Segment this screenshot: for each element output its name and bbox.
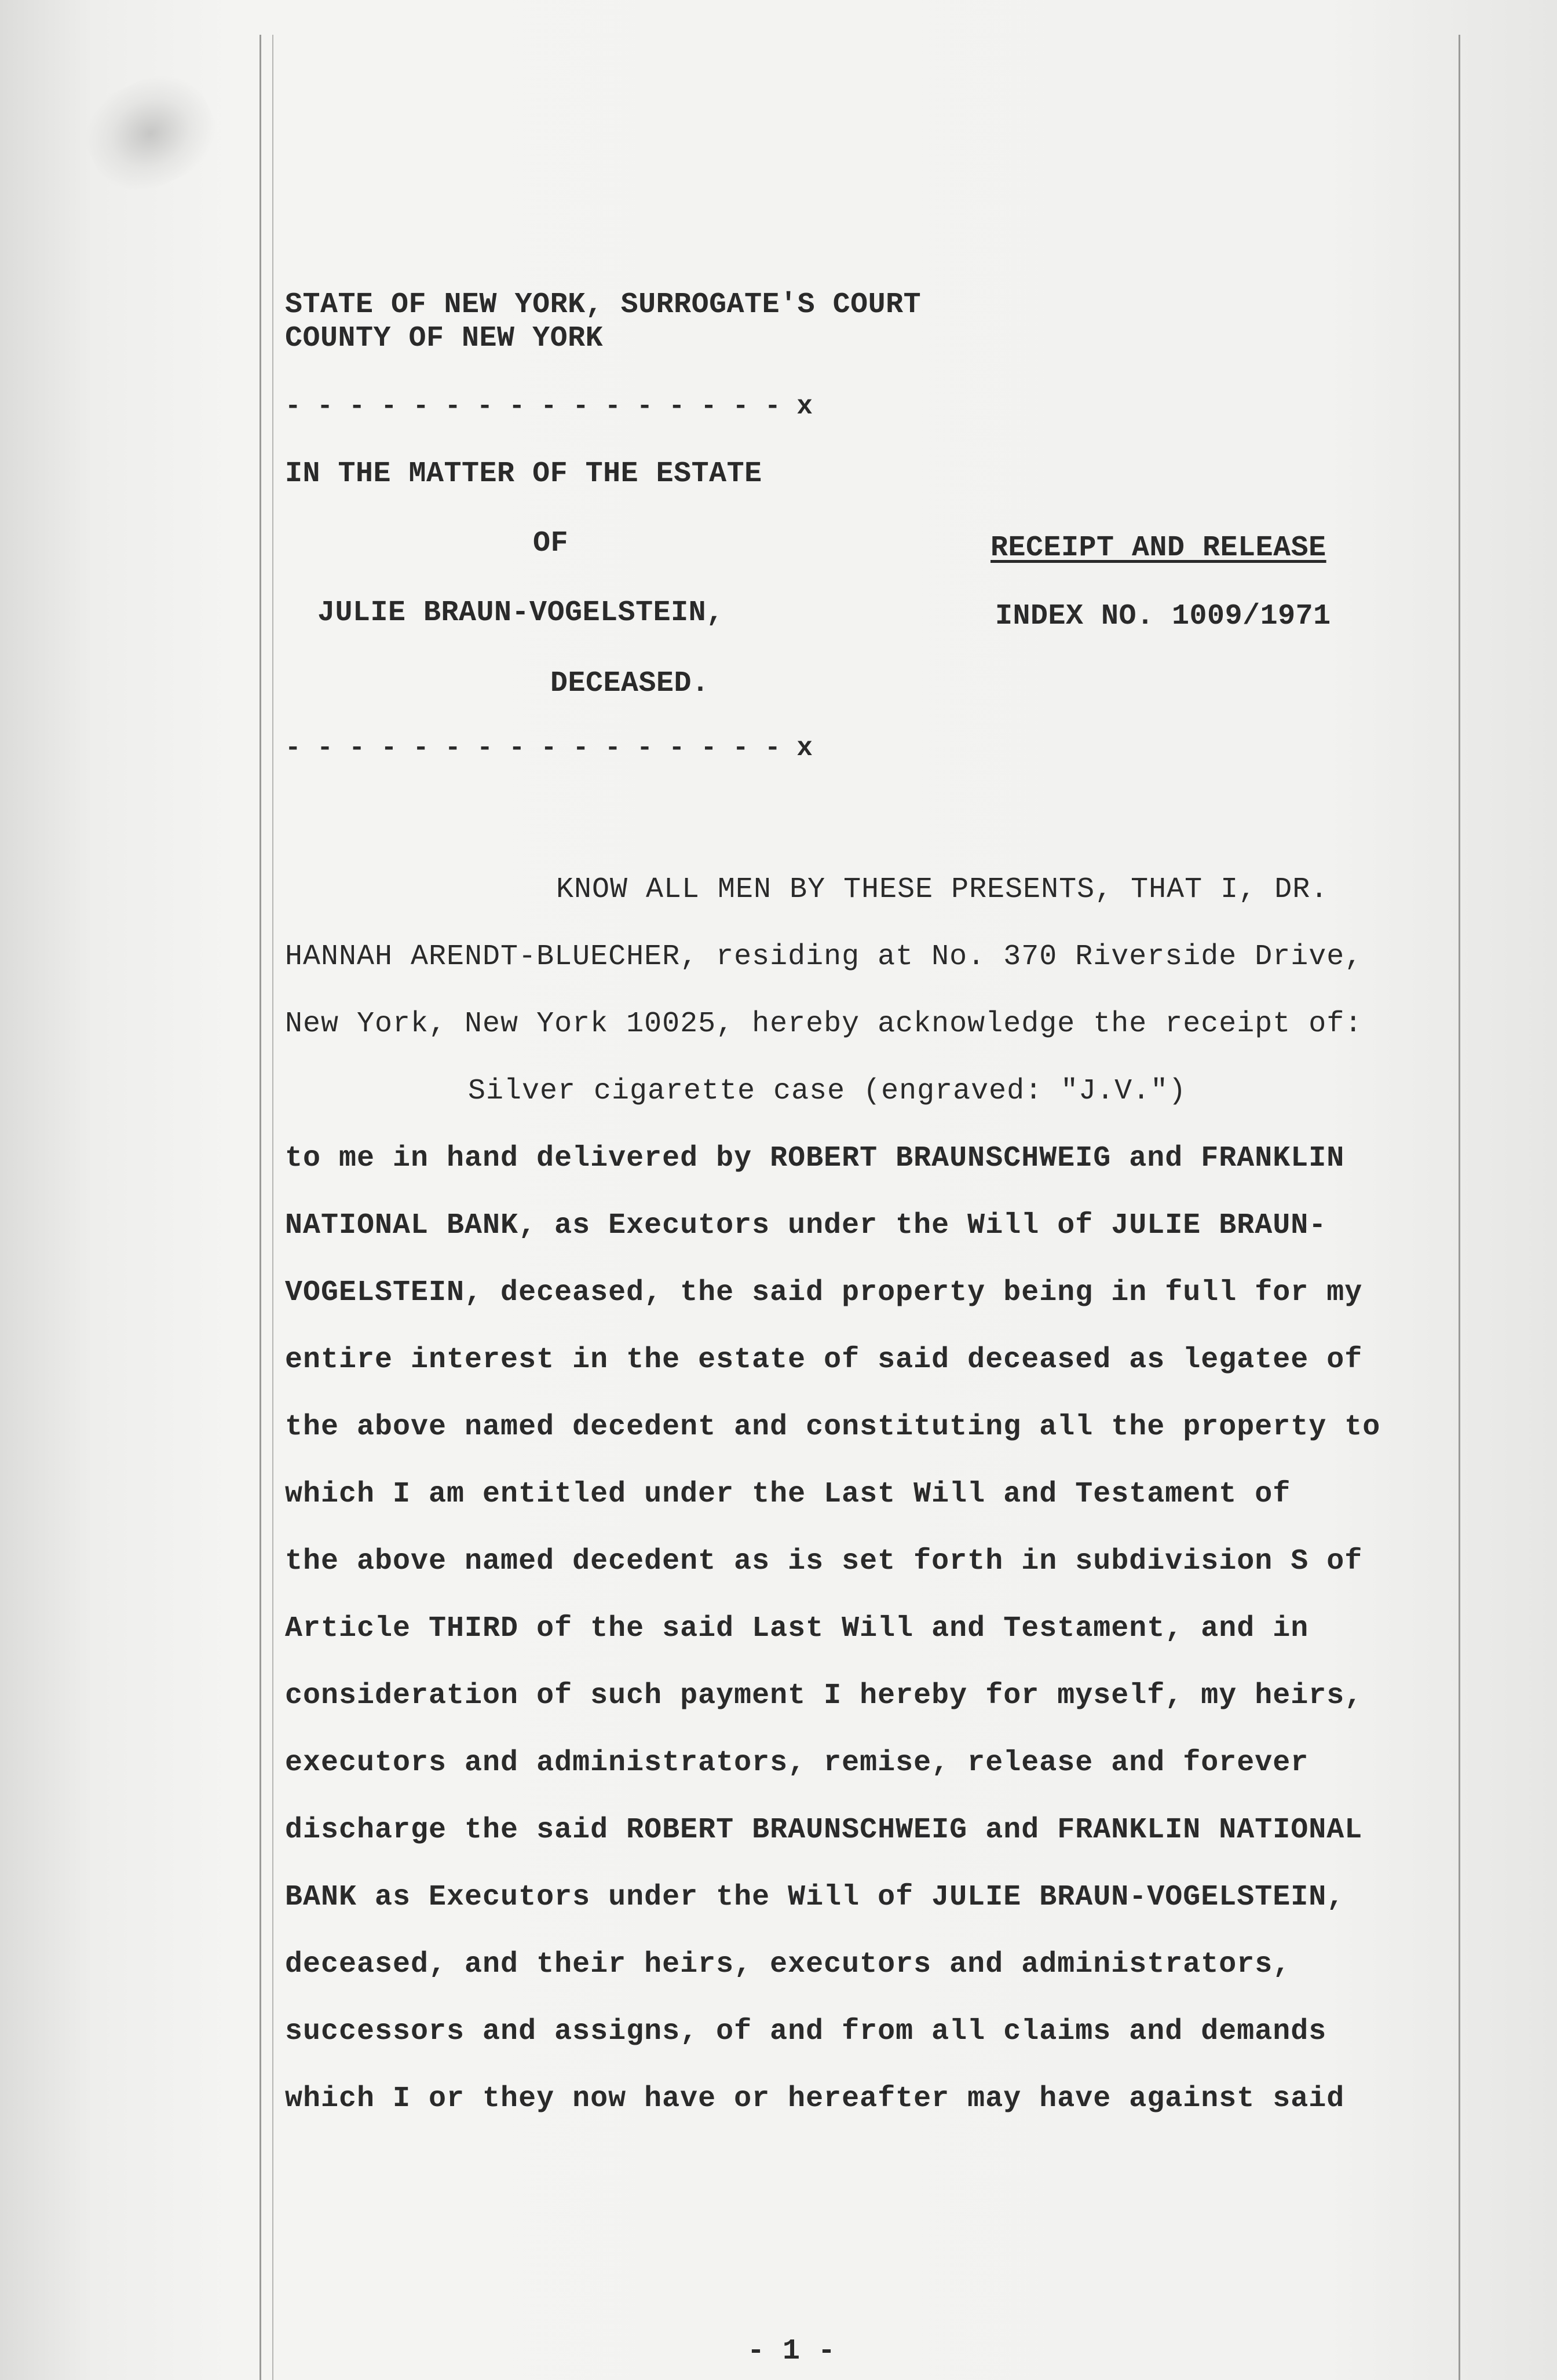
document-title: RECEIPT AND RELEASE xyxy=(991,532,1326,565)
body-line: successors and assigns, of and from all claims and demands xyxy=(285,2015,1327,2048)
body-line: to me in hand delivered by ROBERT BRAUNSCHWEIG and FRANKLIN xyxy=(285,1142,1345,1175)
court-heading-line1: STATE OF NEW YORK, SURROGATE'S COURT xyxy=(285,288,922,321)
body-line: the above named decedent and constituting all the property to xyxy=(285,1411,1381,1444)
body-line: NATIONAL BANK, as Executors under the Will of JULIE BRAUN- xyxy=(285,1209,1327,1242)
caption-matter: IN THE MATTER OF THE ESTATE xyxy=(285,457,762,490)
body-line: which I or they now have or hereafter may have against said xyxy=(285,2082,1345,2115)
margin-rule-left-inner xyxy=(272,35,273,2380)
index-number: INDEX NO. 1009/1971 xyxy=(995,600,1331,633)
caption-deceased: DECEASED. xyxy=(550,667,710,700)
caption-divider-bottom: - - - - - - - - - - - - - - - - x xyxy=(285,733,813,763)
margin-rule-left xyxy=(260,35,261,2380)
caption-divider-top: - - - - - - - - - - - - - - - - x xyxy=(285,391,813,422)
body-line: Article THIRD of the said Last Will and Testament, and in xyxy=(285,1612,1309,1645)
body-line: executors and administrators, remise, release and forever xyxy=(285,1746,1309,1779)
body-line-item: Silver cigarette case (engraved: "J.V.") xyxy=(468,1075,1187,1108)
body-line: New York, New York 10025, hereby acknowledge the receipt of: xyxy=(285,1008,1363,1041)
body-line: deceased, and their heirs, executors and administrators, xyxy=(285,1948,1291,1981)
body-line: BANK as Executors under the Will of JULIE BRAUN-VOGELSTEIN, xyxy=(285,1881,1345,1914)
court-heading-line2: COUNTY OF NEW YORK xyxy=(285,322,604,355)
caption-decedent-name: JULIE BRAUN-VOGELSTEIN, xyxy=(317,596,724,629)
body-line: KNOW ALL MEN BY THESE PRESENTS, THAT I, DR. xyxy=(556,873,1329,906)
page-number: - 1 - xyxy=(747,2335,836,2368)
caption-of: OF xyxy=(533,527,569,560)
margin-rule-right xyxy=(1459,35,1460,2380)
body-line: HANNAH ARENDT-BLUECHER, residing at No. 370 Riverside Drive, xyxy=(285,940,1363,973)
body-line: entire interest in the estate of said deceased as legatee of xyxy=(285,1343,1363,1376)
body-line: discharge the said ROBERT BRAUNSCHWEIG and FRANKLIN NATIONAL xyxy=(285,1814,1363,1847)
body-line: consideration of such payment I hereby for myself, my heirs, xyxy=(285,1679,1363,1712)
page-smudge xyxy=(71,59,230,207)
body-line: which I am entitled under the Last Will and Testament of xyxy=(285,1478,1291,1511)
body-line: VOGELSTEIN, deceased, the said property being in full for my xyxy=(285,1276,1363,1309)
body-line: the above named decedent as is set forth in subdivision S of xyxy=(285,1545,1363,1578)
